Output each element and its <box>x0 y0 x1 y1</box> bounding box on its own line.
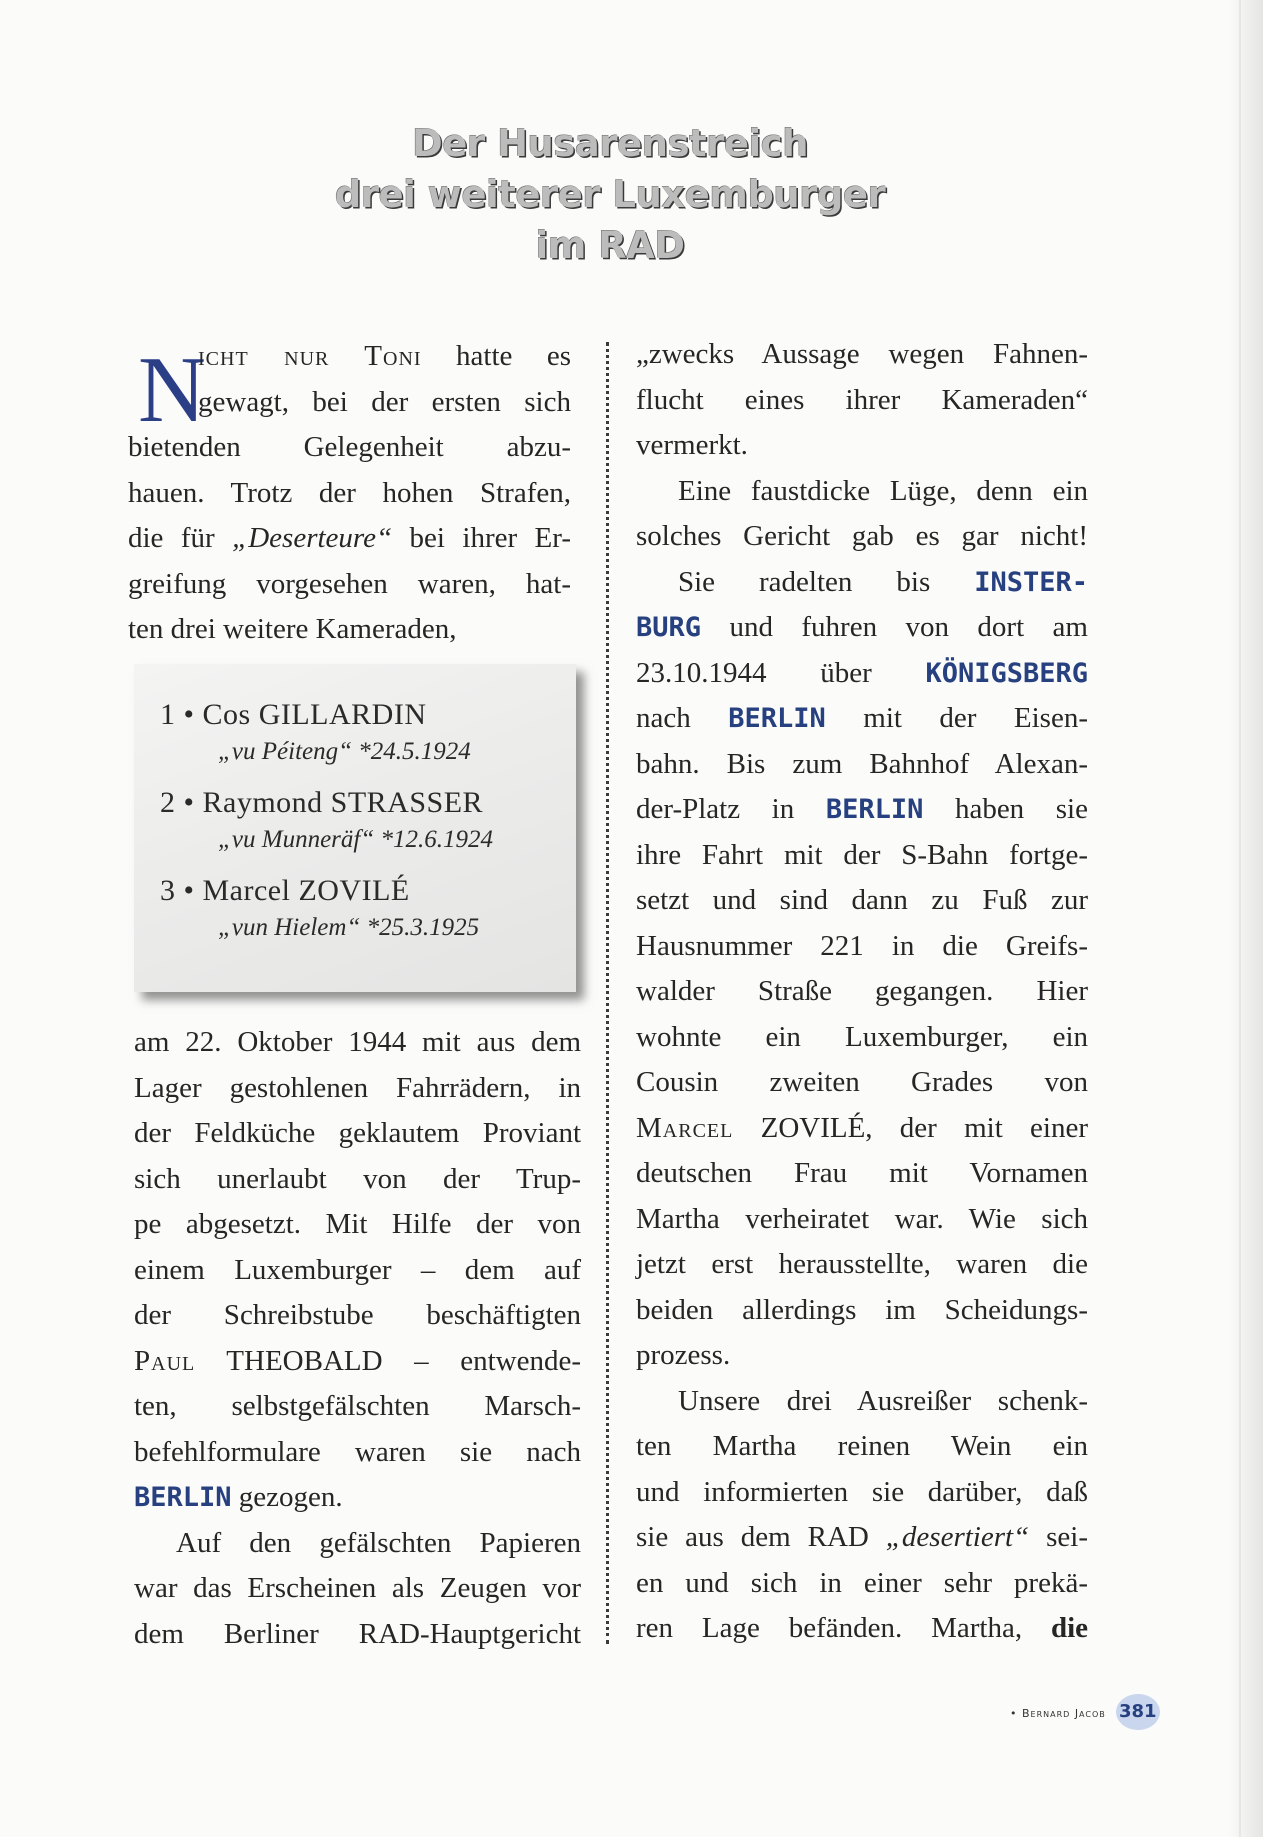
text-line: en und sich in einer sehr prekä- <box>636 1566 1088 1599</box>
right-column <box>636 332 1088 1652</box>
text-line: walder Straße gegangen. Hier <box>636 975 1088 1007</box>
text-line: icht nur Toni hatte es <box>198 340 572 372</box>
text-line: Lager gestohlenen Fahrrädern, in <box>134 1071 581 1104</box>
text-line: am 22. Oktober 1944 mit aus dem <box>134 1026 581 1058</box>
left-column-bottom <box>134 1020 581 1657</box>
left-column-top <box>128 334 571 653</box>
text-line: die für „Deserteure“ bei ihrer Er- <box>128 522 572 554</box>
text-line: deutschen Frau mit Vornamen <box>636 1157 1088 1189</box>
city-name: INSTER- <box>974 566 1088 598</box>
title-line-2: drei weiterer Luxemburger <box>334 173 886 216</box>
city-name: BERLIN <box>825 794 924 825</box>
deserters-list-box <box>134 664 576 992</box>
text-line: ren Lage befänden. Martha, die <box>636 1612 1088 1644</box>
text-line: bietenden Gelegenheit abzu- <box>128 431 571 463</box>
text-line: nach BERLIN mit der Eisen- <box>636 702 1088 734</box>
text-line: gewagt, bei der ersten sich <box>198 385 571 418</box>
text-line: BERLIN gezogen. <box>134 1481 343 1513</box>
text-line: Hausnummer 221 in die Greifs- <box>636 929 1088 962</box>
text-line: pe abgesetzt. Mit Hilfe der von <box>134 1208 581 1240</box>
city-name: BURG <box>636 612 702 643</box>
city-name: BERLIN <box>134 1482 232 1513</box>
text-line: dem Berliner RAD-Hauptgericht <box>134 1617 581 1650</box>
title-line-3: im RAD <box>535 224 685 267</box>
text-line: hauen. Trotz der hohen Strafen, <box>128 476 571 509</box>
text-line: BURG und fuhren von dort am <box>636 611 1088 643</box>
text-line: und informierten sie darüber, daß <box>636 1475 1088 1508</box>
text-line: bahn. Bis zum Bahnhof Alexan- <box>636 747 1088 780</box>
text-line: ten, selbstgefälschten Marsch- <box>134 1390 581 1422</box>
text-line: „zwecks Aussage wegen Fahnen- <box>636 338 1088 370</box>
text-line: der Feldküche geklautem Proviant <box>134 1117 581 1149</box>
title-line-1: Der Husarenstreich <box>412 122 808 165</box>
text-line: solches Gericht gab es gar nicht! <box>636 520 1088 552</box>
text-line: ten drei weitere Kameraden, <box>128 613 457 645</box>
text-line: 23.10.1944 über KÖNIGSBERG <box>636 656 1088 689</box>
text-line: Paul THEOBALD – entwende- <box>134 1344 581 1377</box>
text-line: ten Martha reinen Wein ein <box>636 1430 1088 1462</box>
text-line: Martha verheiratet war. Wie sich <box>636 1202 1088 1235</box>
city-name: BERLIN <box>728 703 826 734</box>
drop-cap: N <box>138 338 206 442</box>
author-name: • Bernard Jacob <box>1010 1707 1106 1720</box>
column-divider <box>606 342 609 1644</box>
text-line: flucht eines ihrer Kameraden“ <box>636 383 1088 416</box>
text-line: jetzt erst herausstellte, waren die <box>636 1248 1088 1280</box>
text-line: Auf den gefälschten Papieren <box>176 1526 581 1559</box>
page-edge-line <box>1239 0 1241 1837</box>
list-item: 2 • Raymond STRASSER „vu Munneräf“ *12.6.1924 <box>160 786 493 853</box>
list-item: 1 • Cos GILLARDIN „vu Péiteng“ *24.5.1924 <box>160 698 471 765</box>
text-line: war das Erscheinen als Zeugen vor <box>134 1572 581 1604</box>
text-line: setzt und sind dann zu Fuß zur <box>636 884 1088 916</box>
text-line: greifung vorgesehen waren, hat- <box>128 567 571 600</box>
text-line: vermerkt. <box>636 429 748 461</box>
page-number: 381 <box>1116 1694 1160 1730</box>
text-line: ihre Fahrt mit der S-Bahn fortge- <box>636 838 1088 871</box>
text-line: Cousin zweiten Grades von <box>636 1066 1088 1098</box>
text-line: Unsere drei Ausreißer schenk- <box>678 1384 1088 1417</box>
text-line: sie aus dem RAD „desertiert“ sei- <box>636 1521 1088 1553</box>
text-line: sich unerlaubt von der Trup- <box>134 1162 581 1195</box>
text-line: wohnte ein Luxemburger, ein <box>636 1020 1088 1053</box>
text-line: Eine faustdicke Lüge, denn ein <box>678 474 1088 507</box>
chapter-title <box>300 118 920 271</box>
text-line: der Schreibstube beschäftigten <box>134 1299 581 1331</box>
text-line: Marcel ZOVILÉ, der mit einer <box>636 1111 1088 1144</box>
page-footer <box>1010 1694 1160 1730</box>
text-line: einem Luxemburger – dem auf <box>134 1253 581 1286</box>
text-line: Sie radelten bis INSTER- <box>678 565 1088 598</box>
page-edge-shadow <box>1229 0 1263 1837</box>
text-line: beiden allerdings im Scheidungs- <box>636 1293 1088 1326</box>
list-item: 3 • Marcel ZOVILÉ „vun Hielem“ *25.3.1925 <box>160 874 480 941</box>
text-line: der-Platz in BERLIN haben sie <box>636 793 1088 825</box>
city-name: KÖNIGSBERG <box>925 657 1088 689</box>
text-line: befehlformulare waren sie nach <box>134 1435 581 1468</box>
text-line: prozess. <box>636 1339 731 1371</box>
